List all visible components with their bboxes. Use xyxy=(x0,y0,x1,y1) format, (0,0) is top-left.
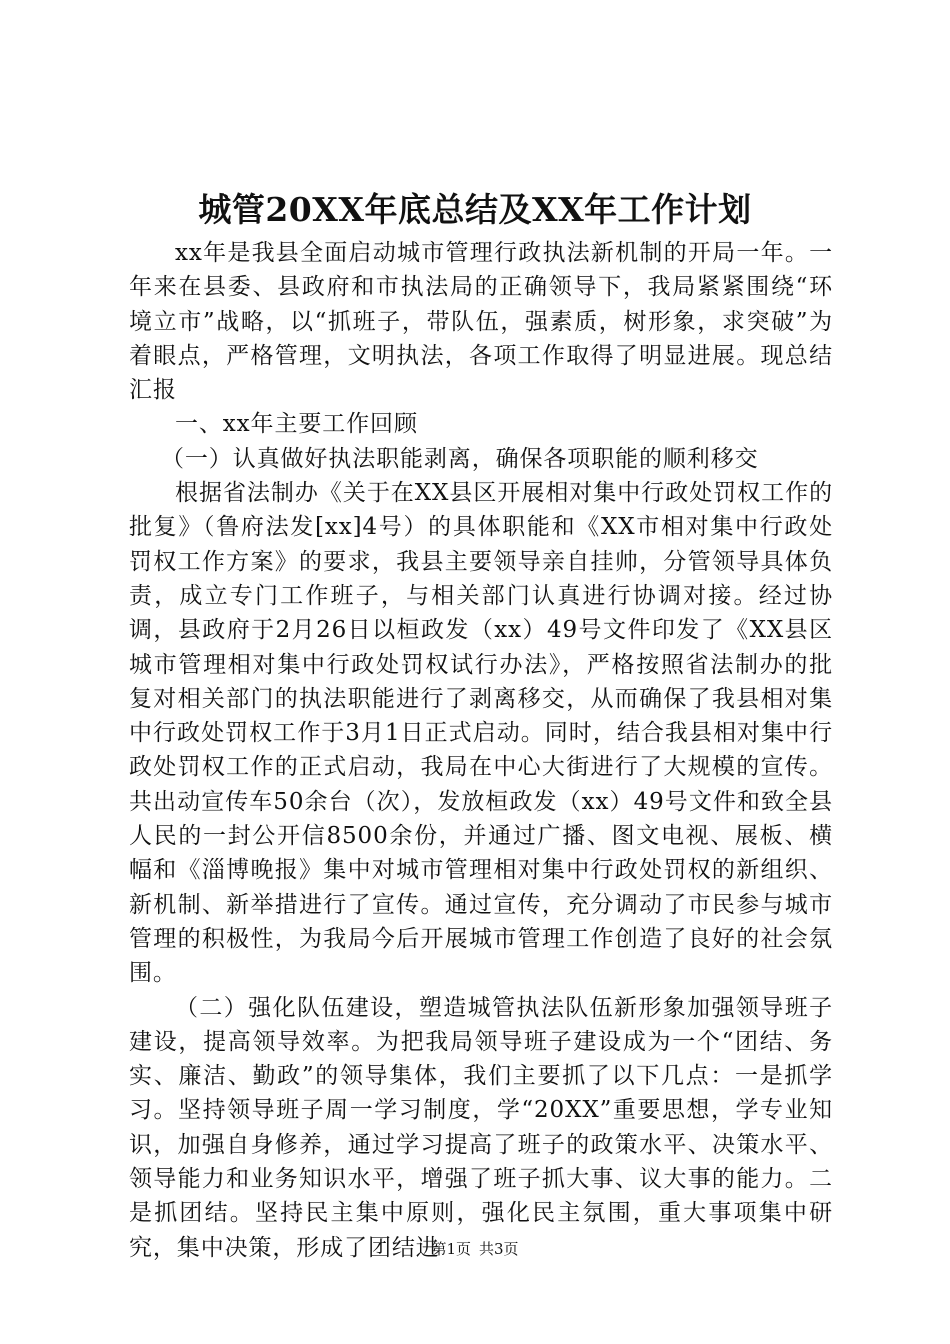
page-footer xyxy=(0,1238,950,1260)
body-paragraph-2: （二）强化队伍建设，塑造城管执法队伍新形象加强领导班子建设，提高领导效率。为把我局领导班子建设成为一个“团结、务实、廉洁、勤政”的领导集体，我们主要抓了以下几点：一是抓学习。坚持领导班子周一学习制度，学“20XX”重要思想，学专业知识，加强自身修养，通过学习提高了班子的政策水平、决策水平、领导能力和业务知识水平，增强了班子抓大事、议大事的能力。二是抓团结。坚持民主集中原则，强化民主氛围，重大事项集中研究，集中决策，形成了团结进 xyxy=(129,994,833,1261)
document-title: 城管20XX年底总结及XX年工作计划 xyxy=(198,190,752,229)
subsection-heading-1: （一）认真做好执法职能剥离，确保各项职能的顺利移交 xyxy=(161,445,759,472)
document-body xyxy=(129,236,833,1265)
intro-paragraph: xx年是我县全面启动城市管理行政执法新机制的开局一年。一年来在县委、县政府和市执法局的正确领导下，我局紧紧围绕“环境立市”战略，以“抓班子，带队伍，强素质，树形象，求突破”为着眼点，严格管理，文明执法，各项工作取得了明显进展。现总结汇报 xyxy=(129,240,833,404)
body-paragraph-1: 根据省法制办《关于在XX县区开展相对集中行政处罚权工作的批复》（鲁府法发[xx]4号）的具体职能和《XX市相对集中行政处罚权工作方案》的要求，我县主要领导亲自挂帅，分管领导具体负责，成立专门工作班子，与相关部门认真进行协调对接。经过协调，县政府于2月26日以桓政发（xx）49号文件印发了《XX县区城市管理相对集中行政处罚权试行办法》，严格按照省法制办的批复对相关部门的执法职能进行了剥离移交，从而确保了我县相对集中行政处罚权工作于3月1日正式启动。同时，结合我县相对集中行政处罚权工作的正式启动，我局在中心大街进行了大规模的宣传。共出动宣传车50余台（次），发放桓政发（xx）49号文件和致全县人民的一封公开信8500余份，并通过广播、图文电视、展板、横幅和《淄博晚报》集中对城市管理相对集中行政处罚权的新组织、新机制、新举措进行了宣传。通过宣传，充分调动了市民参与城市管理的积极性，为我局今后开展城市管理工作创造了良好的社会氛围。 xyxy=(129,480,833,987)
page-total: 共3页 xyxy=(479,1240,519,1258)
section-heading-review: 一、xx年主要工作回顾 xyxy=(175,411,418,438)
page-number: 第1页 xyxy=(431,1240,471,1258)
